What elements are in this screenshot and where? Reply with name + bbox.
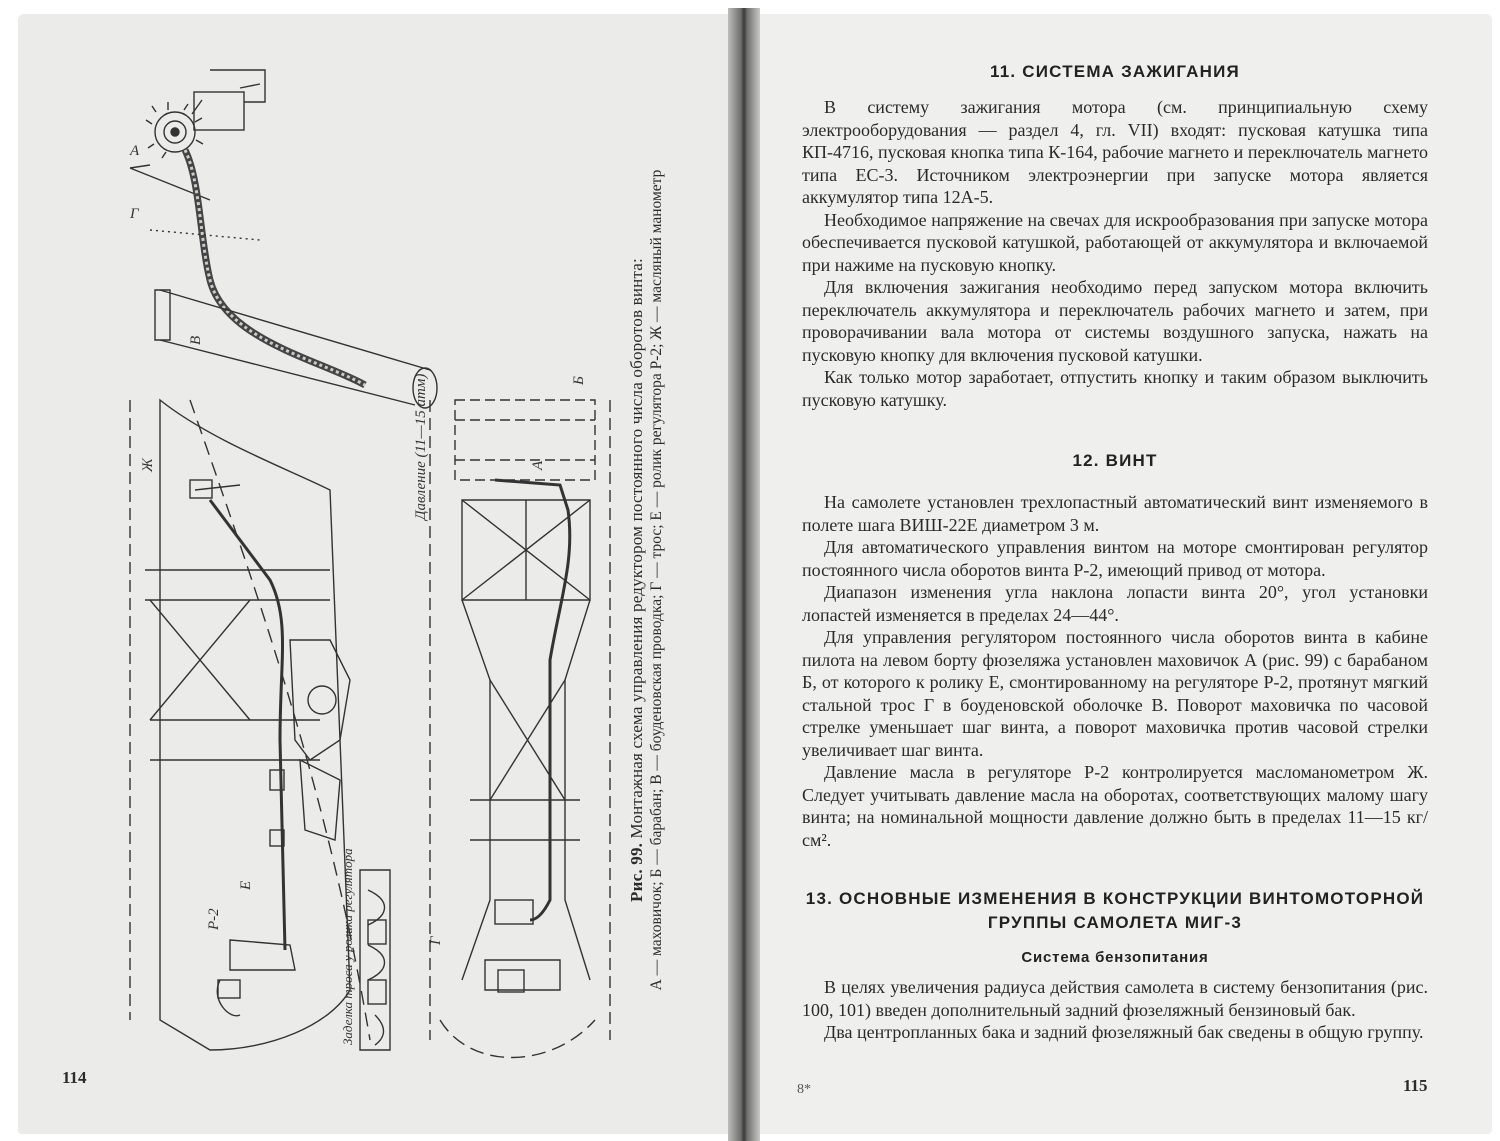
cable-termination-detail bbox=[360, 870, 390, 1050]
heading-design-changes: 13. ОСНОВНЫЕ ИЗМЕНЕНИЯ В КОНСТРУКЦИИ ВИНТОМОТОРНОЙ ГРУППЫ САМОЛЕТА МИГ-3 bbox=[805, 889, 1425, 932]
changes-paragraph-2: Два центропланных бака и задний фюзеляжный бак сведены в общую группу. bbox=[824, 1022, 1424, 1042]
fuselage-side-view bbox=[130, 400, 370, 1050]
label-a-top-view: А bbox=[530, 460, 546, 470]
ignition-paragraph-4: Как только мотор заработает, отпустить кнопку и таким образом выключить пусковую катушку. bbox=[802, 367, 1428, 410]
figure-legend: А — маховичок; Б — барабан; В — боуденовская проводка; Г — трос; Е — ролик регулятора Р-2; Ж — масляный манометр bbox=[648, 169, 665, 991]
label-g-cable-top: Г bbox=[130, 206, 139, 222]
page-number-left: 114 bbox=[62, 1068, 87, 1087]
propeller-paragraph-3: Диапазон изменения угла наклона лопасти винта 20°, угол установки лопастей изменяется в пределах 24—44°. bbox=[802, 582, 1428, 625]
label-b-drum: Б bbox=[571, 376, 587, 385]
propeller-paragraph-2: Для автоматического управления винтом на моторе смонтирован регулятор постоянного числа оборотов винта Р-2, имеющий привод от мотора. bbox=[802, 537, 1428, 580]
changes-paragraph-1: В целях увеличения радиуса действия самолета в систему бензопитания (рис. 100, 101) введен дополнительный задний фюзеляжный бензиновый бак. bbox=[802, 977, 1428, 1020]
right-page-text bbox=[802, 62, 1428, 1044]
label-g-cable-bottom: Г bbox=[428, 936, 444, 945]
figure-caption-title bbox=[627, 160, 647, 1000]
heading-ignition: 11. СИСТЕМА ЗАЖИГАНИЯ bbox=[990, 62, 1240, 81]
fuselage-top-view bbox=[430, 400, 610, 1058]
label-r2-regulator: Р-2 bbox=[206, 908, 222, 930]
engine-pipe bbox=[155, 290, 437, 408]
signature-mark: 8* bbox=[797, 1082, 811, 1097]
subheading-fuel-system: Система бензопитания bbox=[1021, 949, 1209, 966]
label-e-roller: Е bbox=[238, 880, 254, 890]
label-pressure: Давление (11—15 атм) bbox=[413, 373, 429, 520]
label-zh-manometer: Ж bbox=[140, 458, 156, 472]
bowden-cable bbox=[150, 150, 365, 385]
label-cable-termination: Заделка троса у ролика регулятора bbox=[340, 848, 355, 1045]
ignition-paragraph-1: В систему зажигания мотора (см. принципиальную схему электрооборудования — раздел 4, гл. VII) входят: пусковая катушка типа КП-4716, пусковая кнопка типа К-164, рабочие магнето и переключатель магнето типа ЕС-3. Источником электроэнергии при запуске мотора является аккумулятор типа 12А-5. bbox=[802, 97, 1428, 207]
propeller-paragraph-4: Для управления регулятором постоянного числа оборотов винта в кабине пилота на левом борту фюзеляжа установлен маховичок А (рис. 99) с барабаном Б, от которого к ролику Е, смонтированному на регуляторе Р-2, протянут мягкий стальной трос Г в боуденовской оболочке В. Поворот маховичка по часовой стрелке уменьшает шаг винта, а поворот маховичка против часовой стрелки увеличивает шаг винта. bbox=[802, 627, 1428, 760]
propeller-paragraph-5: Давление масла в регуляторе Р-2 контролируется масломанометром Ж. Следует учитывать давление масла на оборотах, соответствующих малому шагу винта; на номинальной мощности давление должно быть в пределах 11—15 кг/см². bbox=[802, 762, 1428, 850]
figure-number: Рис. 99. bbox=[627, 842, 646, 902]
propeller-paragraph-1: На самолете установлен трехлопастный автоматический винт изменяемого в полете шага ВИШ-22Е диаметром 3 м. bbox=[802, 492, 1428, 535]
page-number-right: 115 bbox=[1403, 1076, 1428, 1095]
ignition-paragraph-3: Для включения зажигания необходимо перед запуском мотора включить переключатель аккумулятора и переключатель рабочих магнето и затем, при проворачивании вала мотора от системы воздушного запуска, нажать на пусковую кнопку для включения пусковой катушки. bbox=[802, 277, 1428, 365]
ignition-paragraph-2: Необходимое напряжение на свечах для искрообразования при запуске мотора обеспечивается пусковой катушкой, работающей от аккумулятора и включаемой при нажиме на пусковую кнопку. bbox=[802, 209, 1428, 275]
figure-title: Монтажная схема управления редуктором постоянного числа оборотов винта: bbox=[627, 258, 646, 839]
label-v-bowden: В bbox=[188, 335, 204, 345]
label-a-handwheel: А bbox=[130, 143, 140, 159]
heading-propeller: 12. ВИНТ bbox=[1072, 451, 1158, 470]
